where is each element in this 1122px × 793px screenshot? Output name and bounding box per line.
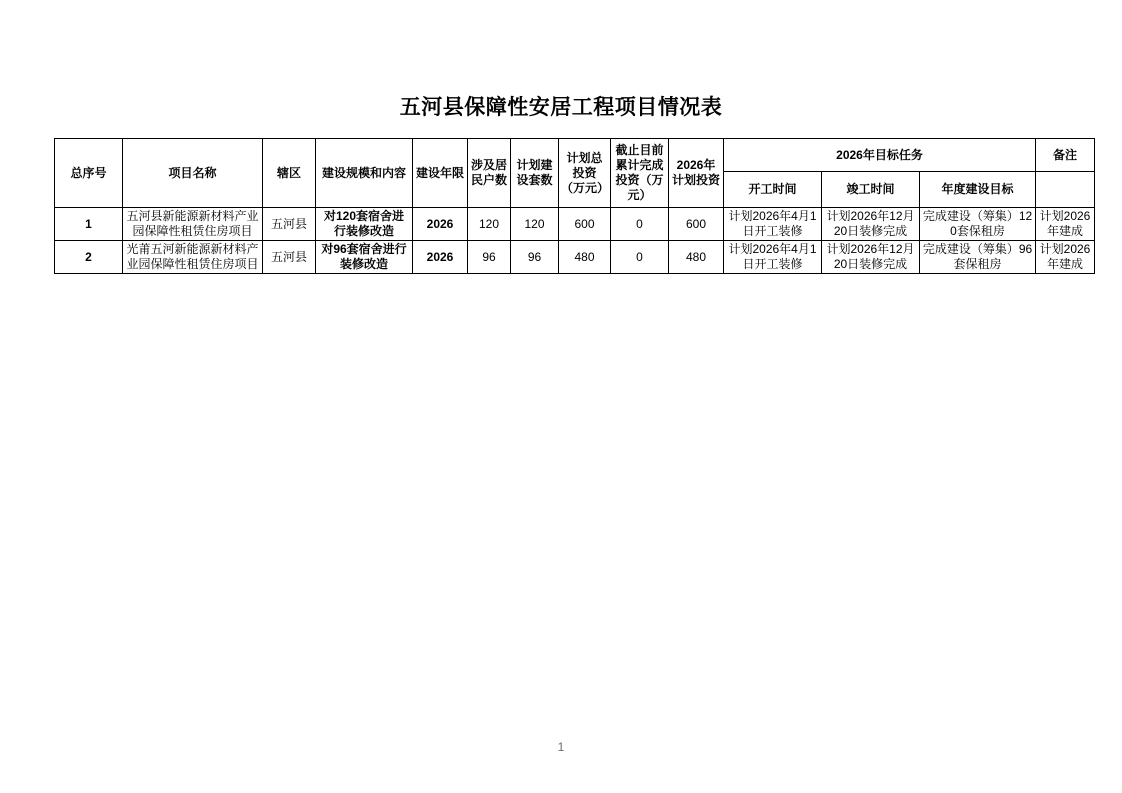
cell-construction-period: 2026 <box>413 208 468 241</box>
cell-investment-2026: 600 <box>669 208 724 241</box>
header-scale-content: 建设规模和内容 <box>316 139 413 208</box>
cell-remarks: 计划2026年建成 <box>1036 241 1095 274</box>
cell-remarks: 计划2026年建成 <box>1036 208 1095 241</box>
cell-total-investment: 480 <box>559 241 611 274</box>
cell-district: 五河县 <box>263 208 316 241</box>
table-row <box>55 241 1095 274</box>
cell-households: 96 <box>468 241 511 274</box>
cell-serial: 1 <box>55 208 123 241</box>
cell-construction-period: 2026 <box>413 241 468 274</box>
header-project-name: 项目名称 <box>123 139 263 208</box>
header-households: 涉及居民户数 <box>468 139 511 208</box>
header-total-investment: 计划总投资（万元） <box>559 139 611 208</box>
cell-investment-2026: 480 <box>669 241 724 274</box>
cell-district: 五河县 <box>263 241 316 274</box>
cell-project-name: 光莆五河新能源新材料产业园保障性租赁住房项目 <box>123 241 263 274</box>
cell-completed-investment: 0 <box>611 208 669 241</box>
header-remarks-sub-empty <box>1036 172 1095 208</box>
cell-scale-content: 对96套宿舍进行装修改造 <box>316 241 413 274</box>
table-row <box>55 208 1095 241</box>
cell-start-time: 计划2026年4月1日开工装修 <box>724 208 822 241</box>
table-header <box>55 139 1095 208</box>
cell-households: 120 <box>468 208 511 241</box>
cell-total-investment: 600 <box>559 208 611 241</box>
header-start-time: 开工时间 <box>724 172 822 208</box>
header-target-group-2026: 2026年目标任务 <box>724 139 1036 172</box>
cell-serial: 2 <box>55 241 123 274</box>
table-body <box>55 208 1095 274</box>
header-completion-time: 竣工时间 <box>822 172 920 208</box>
header-construction-period: 建设年限 <box>413 139 468 208</box>
cell-completion-time: 计划2026年12月20日装修完成 <box>822 208 920 241</box>
cell-start-time: 计划2026年4月1日开工装修 <box>724 241 822 274</box>
cell-completed-investment: 0 <box>611 241 669 274</box>
cell-planned-units: 96 <box>511 241 559 274</box>
header-remarks: 备注 <box>1036 139 1095 172</box>
cell-annual-target: 完成建设（筹集）96套保租房 <box>920 241 1036 274</box>
cell-scale-content: 对120套宿舍进行装修改造 <box>316 208 413 241</box>
header-annual-target: 年度建设目标 <box>920 172 1036 208</box>
cell-annual-target: 完成建设（筹集）120套保租房 <box>920 208 1036 241</box>
page-title: 五河县保障性安居工程项目情况表 <box>399 96 723 119</box>
cell-project-name: 五河县新能源新材料产业园保障性租赁住房项目 <box>123 208 263 241</box>
header-row-top <box>55 139 1095 172</box>
header-completed-investment: 截止目前累计完成投资（万元） <box>611 139 669 208</box>
header-district: 辖区 <box>263 139 316 208</box>
header-serial: 总序号 <box>55 139 123 208</box>
header-planned-units: 计划建设套数 <box>511 139 559 208</box>
page-number: 1 <box>557 740 565 754</box>
project-table <box>54 138 1095 274</box>
cell-completion-time: 计划2026年12月20日装修完成 <box>822 241 920 274</box>
header-investment-2026: 2026年计划投资 <box>669 139 724 208</box>
cell-planned-units: 120 <box>511 208 559 241</box>
